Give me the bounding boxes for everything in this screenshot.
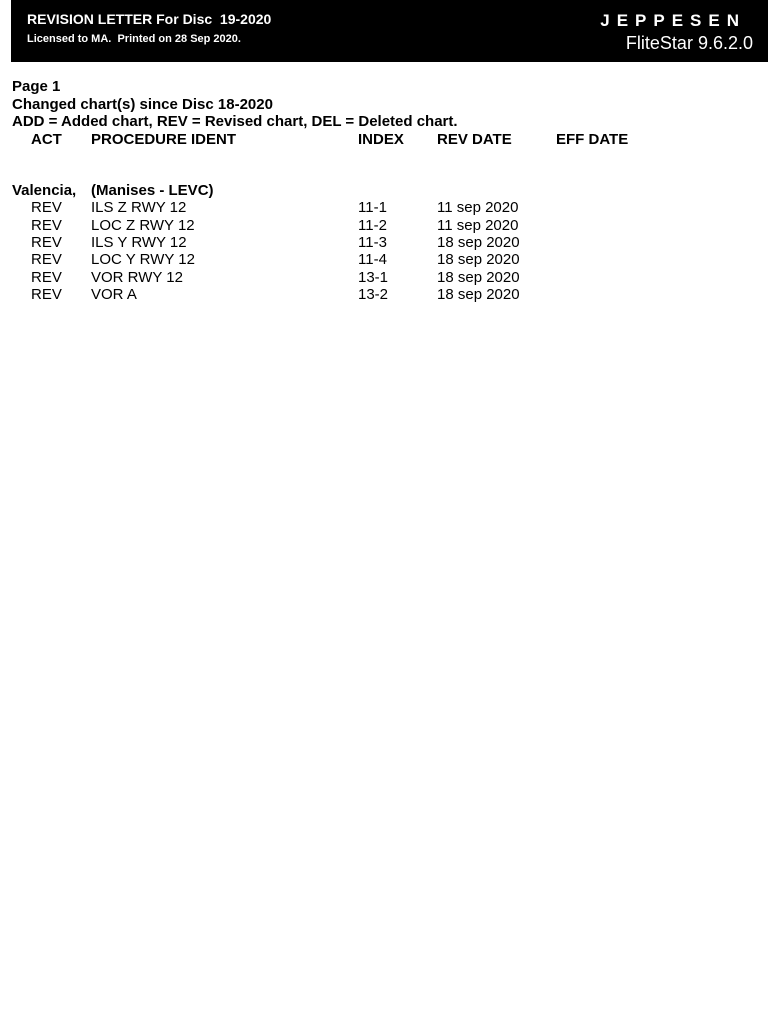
action-legend: ADD = Added chart, REV = Revised chart, DEL = Deleted chart. xyxy=(12,113,458,130)
row-procedure: LOC Y RWY 12 xyxy=(91,251,195,269)
table-row xyxy=(12,217,752,234)
header-bar xyxy=(11,0,768,62)
column-header-row xyxy=(12,131,752,148)
table-row xyxy=(12,286,752,303)
row-rev-date: 18 sep 2020 xyxy=(437,251,520,269)
revision-document xyxy=(12,78,752,304)
row-act: REV xyxy=(31,234,62,252)
row-index: 11-3 xyxy=(358,234,387,252)
row-index: 13-1 xyxy=(358,268,389,286)
page-number: Page 1 xyxy=(12,78,61,95)
row-procedure: ILS Y RWY 12 xyxy=(91,234,187,252)
airport-ident: (Manises - LEVC) xyxy=(91,181,214,199)
revision-letter-title: REVISION LETTER For Disc 19-2020 xyxy=(27,11,272,27)
row-procedure: ILS Z RWY 12 xyxy=(91,199,187,217)
row-index: 11-1 xyxy=(358,199,387,217)
row-act: REV xyxy=(31,251,62,269)
row-index: 11-4 xyxy=(358,251,387,269)
row-act: REV xyxy=(31,199,62,217)
column-header-index: INDEX xyxy=(358,130,404,148)
license-print-info: Licensed to MA. Printed on 28 Sep 2020. xyxy=(27,33,241,45)
column-header-procedure: PROCEDURE IDENT xyxy=(91,130,237,148)
row-act: REV xyxy=(31,268,62,286)
column-header-eff-date: EFF DATE xyxy=(556,130,629,148)
row-rev-date: 18 sep 2020 xyxy=(437,234,520,252)
airport-city: Valencia, xyxy=(12,181,77,199)
column-header-rev-date: REV DATE xyxy=(437,130,512,148)
table-row xyxy=(12,234,752,251)
row-rev-date: 18 sep 2020 xyxy=(437,286,520,304)
table-row xyxy=(12,269,752,286)
row-index: 11-2 xyxy=(358,216,387,234)
row-rev-date: 11 sep 2020 xyxy=(437,216,519,234)
product-version: FliteStar 9.6.2.0 xyxy=(625,33,753,53)
section-gap xyxy=(12,148,752,182)
row-act: REV xyxy=(31,216,62,234)
table-row xyxy=(12,199,752,216)
row-procedure: VOR RWY 12 xyxy=(91,268,183,286)
airport-heading xyxy=(12,182,752,199)
column-header-act: ACT xyxy=(31,130,62,148)
changed-since-line: Changed chart(s) since Disc 18-2020 xyxy=(12,95,273,113)
row-act: REV xyxy=(31,286,62,304)
table-row xyxy=(12,251,752,268)
row-index: 13-2 xyxy=(358,286,389,304)
row-procedure: LOC Z RWY 12 xyxy=(91,216,195,234)
row-rev-date: 11 sep 2020 xyxy=(437,199,519,217)
row-procedure: VOR A xyxy=(91,286,137,304)
row-rev-date: 18 sep 2020 xyxy=(437,268,520,286)
jeppesen-brand: JEPPESEN xyxy=(600,11,746,30)
